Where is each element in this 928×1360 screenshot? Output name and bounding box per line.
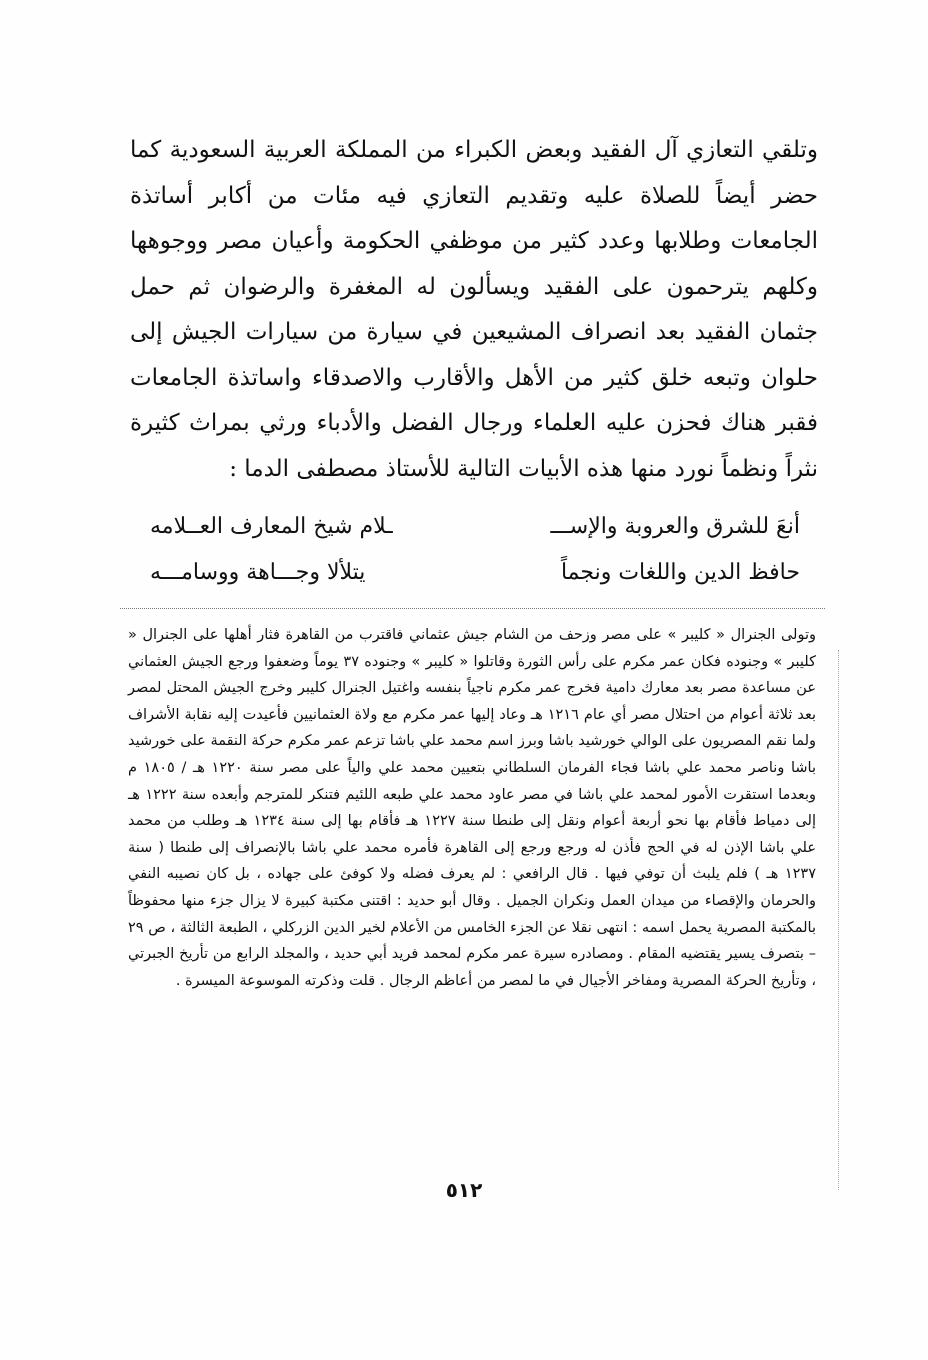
footnote-divider [120,608,825,609]
page-number: ٥١٢ [445,1178,483,1202]
poem-verse [150,504,800,550]
verse-second-hemistich: يتلألا وجـــاهة ووسامـــه [150,560,366,585]
footnote-text: وتولى الجنرال « كليبر » على مصر وزحف من الشام جيش عثماني فاقترب من القاهرة فثار أهلها على الجنرال « كليبر » وجنوده فكان عمر مكرم على رأس الثورة وقاتلوا « كليبر » وجنوده ٣٧ يوماً وضعفوا ورجع الجيش العثماني عن مساعدة مصر بعد معارك دامية فخرج عمر مكرم ناجياً بنفسه واغتيل الجنرال كليبر وخرج الجيش المحتل لمصر بعد ثلاثة أعوام من احتلال مصر أي عام ١٢١٦ هـ وعاد إليها عمر مكرم مع ولاة العثمانيين فأعيدت إليه نقابة الأشراف ولما نقم المصريون على الوالي خورشيد باشا وبرز اسم محمد علي باشا تزعم عمر مكرم حركة النقمة على خورشيد باشا وناصر محمد علي باشا فجاء الفرمان السلطاني بتعيين محمد علي والياً على مصر سنة ١٢٢٠ هـ / ١٨٠٥ م وبعدما استقرت الأمور لمحمد علي باشا في مصر عاود محمد علي طبعه اللئيم فتنكر للمترجم وأبعده سنة ١٢٢٢ هـ إلى دمياط فأقام بها نحو أربعة أعوام ونقل إلى طنطا سنة ١٢٢٧ هـ فأقام بها إلى سنة ١٢٣٤ هـ وطلب من محمد علي باشا الإذن له في الحج فأذن له ورجع ورجع إلى القاهرة فأمره محمد علي باشا بالإنصراف إلى طنطا ( سنة ١٢٣٧ هـ ) فلم يلبث أن توفي فيها . قال الرافعي : لم يعرف فضله ولا كوفئ على جهاده ، بل كان نصيبه النفي والحرمان والإقصاء من ميدان العمل ونكران الجميل . وقال أبو حديد : اقتنى مكتبة كبيرة لا يزال جزء منها محفوظاً بالمكتبة المصرية يحمل اسمه : انتهى نقلا عن الجزء الخامس من الأعلام لخير الدين الزركلي ، الطبعة الثالثة ، ص ٢٩ – بتصرف يسير يقتضيه المقام . ومصادره سيرة عمر مكرم لمحمد فريد أبي حديد ، والمجلد الرابع من تأريخ الجبرتي ، وتأريخ الحركة المصرية ومفاخر الأجيال في ما لمصر من أعاظم الرجال . قلت وذكرته الموسوعة الميسرة . [128,627,817,989]
verse-first-hemistich: أنعَ للشرق والعروبة والإســـ [550,514,800,539]
footnote [128,622,816,994]
verse-second-hemistich: ـلام شيخ المعارف العــلامه [150,514,393,539]
verse-first-hemistich: حافظ الدين واللغات ونجماً [560,560,800,585]
poem-verse [150,550,800,596]
main-paragraph-text: وتلقي التعازي آل الفقيد وبعض الكبراء من المملكة العربية السعودية كما حضر أيضاً للصلاة عليه وتقديم التعازي فيه مئات من أكابر أساتذة الجامعات وطلابها وعدد كثير من موظفي الحكومة وأعيان مصر ووجوهها وكلهم يترحمون على الفقيد ويسألون له المغفرة والرضوان ثم حمل جثمان الفقيد بعد انصراف المشيعين في سيارة من سيارات الجيش إلى حلوان وتبعه خلق كثير من الأهل والأقارب والاصدقاء واساتذة الجامعات فقبر هناك فحزن عليه العلماء ورجال الفضل والأدباء ورثي بمراث كثيرة نثراً ونظماً نورد منها هذه الأبيات التالية للأستاذ مصطفى الدما : [130,137,818,482]
margin-dotted-line [838,650,839,1190]
poem [150,504,800,596]
main-paragraph [130,128,818,492]
